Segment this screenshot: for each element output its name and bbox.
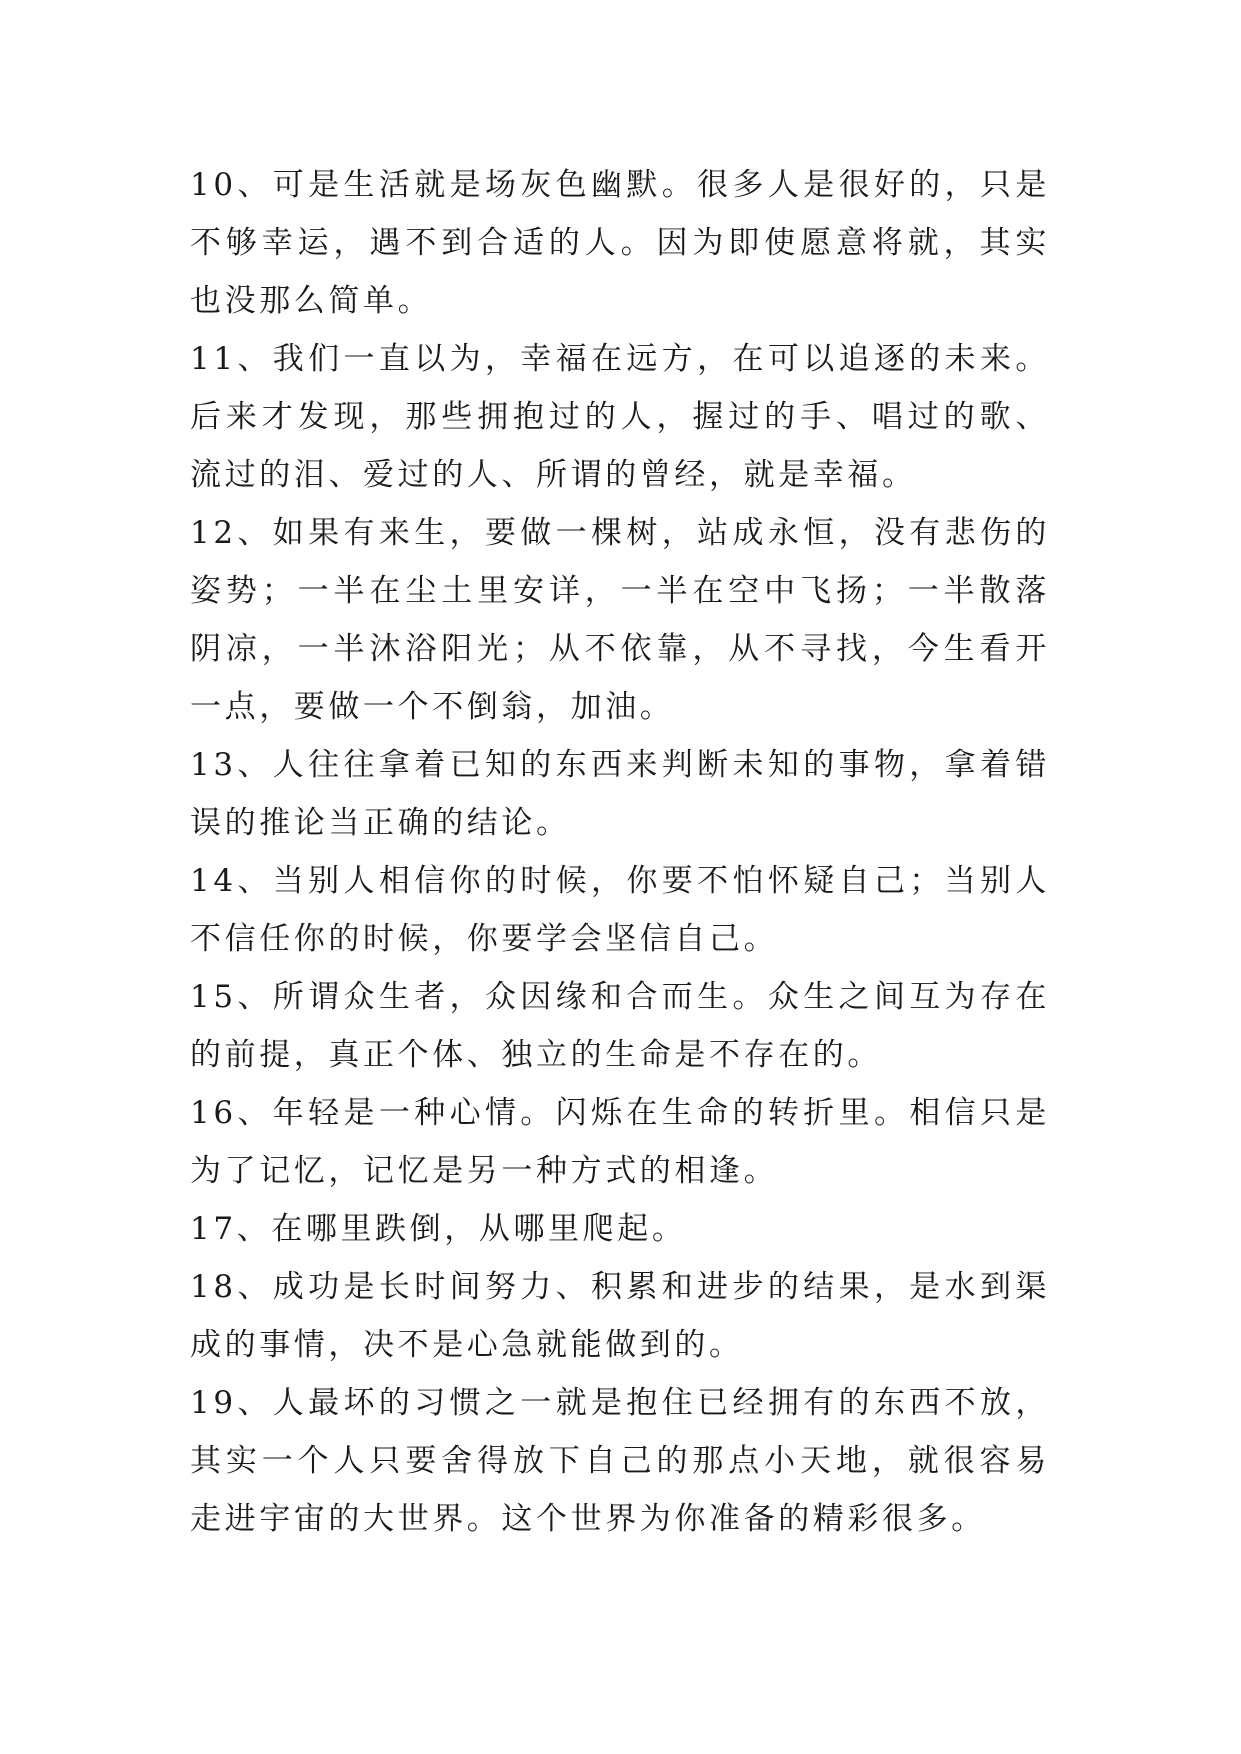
paragraph-19: 19、人最坏的习惯之一就是抱住已经拥有的东西不放，其实一个人只要舍得放下自己的那点小天地，就很容易走进宇宙的大世界。这个世界为你准备的精彩很多。 (190, 1385, 1050, 1537)
paragraph-16: 16、年轻是一种心情。闪烁在生命的转折里。相信只是为了记忆，记忆是另一种方式的相逢。 (190, 1095, 1050, 1189)
paragraph-12: 12、如果有来生，要做一棵树，站成永恒，没有悲伤的姿势；一半在尘土里安详，一半在空中飞扬；一半散落阴凉，一半沐浴阳光；从不依靠，从不寻找，今生看开一点，要做一个不倒翁，加油。 (190, 515, 1050, 725)
paragraph-18: 18、成功是长时间努力、积累和进步的结果，是水到渠成的事情，决不是心急就能做到的。 (190, 1269, 1050, 1363)
document-body (190, 156, 1050, 1548)
paragraph-13: 13、人往往拿着已知的东西来判断未知的事物，拿着错误的推论当正确的结论。 (190, 747, 1050, 841)
paragraph-10: 10、可是生活就是场灰色幽默。很多人是很好的，只是不够幸运，遇不到合适的人。因为即使愿意将就，其实也没那么简单。 (190, 167, 1050, 319)
paragraph-14: 14、当别人相信你的时候，你要不怕怀疑自己；当别人不信任你的时候，你要学会坚信自己。 (190, 863, 1050, 957)
paragraph-11: 11、我们一直以为，幸福在远方，在可以追逐的未来。后来才发现，那些拥抱过的人，握过的手、唱过的歌、流过的泪、爱过的人、所谓的曾经，就是幸福。 (190, 341, 1050, 493)
paragraph-15: 15、所谓众生者，众因缘和合而生。众生之间互为存在的前提，真正个体、独立的生命是不存在的。 (190, 979, 1050, 1073)
paragraph-17: 17、在哪里跌倒，从哪里爬起。 (190, 1211, 687, 1247)
